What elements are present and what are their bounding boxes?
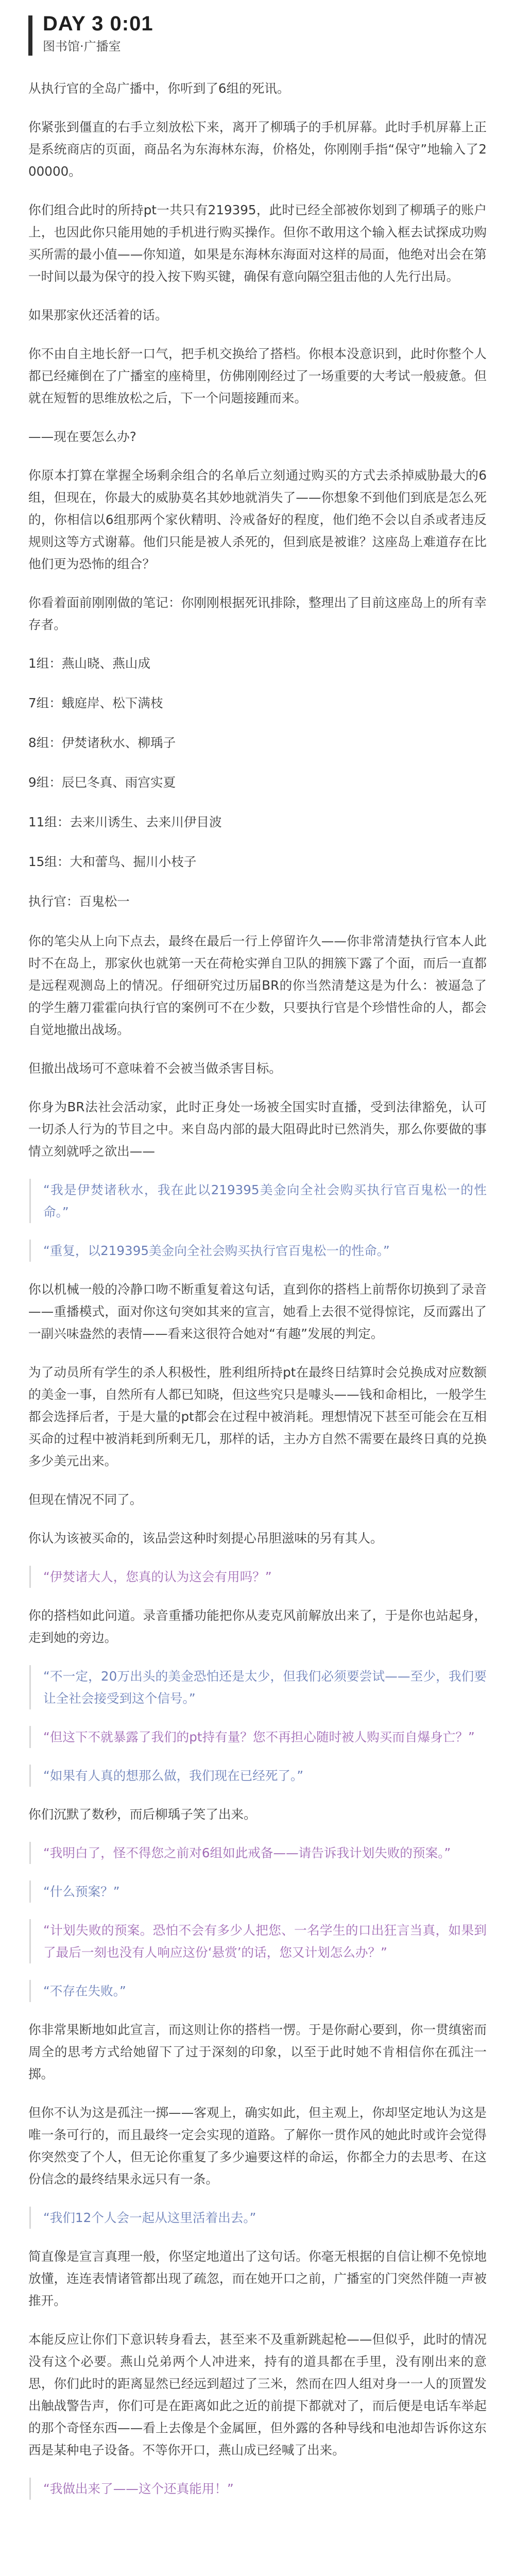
story-paragraph: 你以机械一般的冷静口吻不断重复着这句话，直到你的搭档上前帮你切换到了录音——重播模式，面对你这句突如其来的宣言，她看上去很不觉得惊诧，反而露出了一副兴味盎然的表情——看来这很符合她对“有趣”发展的判定。 [28, 1282, 487, 1341]
story-paragraph: 简直像是宣言真理一般，你坚定地道出了这句话。你毫无根据的自信让柳不免惊地放懂，连连表情诸管都出现了疏忽，而在她开口之前，广播室的门突然伴随一声被推开。 [28, 2249, 487, 2308]
dialogue-quote: “计划失败的预案。恐怕不会有多少人把您、一名学生的口出狂言当真，如果到了最后一刻也没有人响应这份‘悬赏’的话，您又计划怎么办？” [29, 1919, 487, 1963]
dialogue-quote: “不存在失败。” [29, 1980, 487, 2002]
story-paragraph: 你非常果断地如此宣言，而这则让你的搭档一愣。于是你耐心要到，你一贯缜密而周全的思考方式给她留下了过于深刻的印象，以至于此时她不肯相信你在孤注一掷。 [28, 2022, 487, 2081]
story-paragraph: 如果那家伙还活着的话。 [28, 308, 168, 323]
survivor-list-item: 15组：大和蕾鸟、掘川小枝子 [28, 854, 197, 869]
story-paragraph: 你不由自主地长舒一口气，把手机交换给了搭档。你根本没意识到，此时你整个人都已经瘫倒在了广播室的座椅里，仿佛刚刚经过了一场重要的大考试一般疲惫。但就在短暂的思维放松之后，下一个问题接踵而来。 [28, 346, 487, 405]
header-accent-bar [28, 15, 32, 56]
header [28, 0, 487, 77]
dialogue-quote: “我明白了，怪不得您之前对6组如此戒备——请告诉我计划失败的预案。” [29, 1842, 487, 1864]
survivor-list-item: 执行官：百鬼松一 [28, 894, 130, 909]
dialogue-quote: “但这下不就暴露了我们的pt持有量？您不再担心随时被人购买而自爆身亡？” [29, 1726, 487, 1748]
story-paragraph: 你的笔尖从上向下点去，最终在最后一行上停留许久——你非常清楚执行官本人此时不在岛上，那家伙也就第一天在荷枪实弹自卫队的拥簇下露了个面，而后一直都是远程观测岛上的情况。仔细研究过历届BR的你当然清楚这是为什么：被逼急了的学生蘑刀霍霍向执行官的案例可不在少数，只要执行官是个珍惜性命的人，都会自觉地撤出战场。 [28, 934, 487, 1037]
story-paragraph: 你认为该被买命的，该品尝这种时刻提心吊胆滋味的另有其人。 [28, 1531, 383, 1546]
dialogue-quote: “重复，以219395美金向全社会购买执行官百鬼松一的性命。” [29, 1240, 487, 1262]
story-paragraph: 你的搭档如此问道。录音重播功能把你从麦克风前解放出来了，于是你也站起身，走到她的旁边。 [28, 1608, 487, 1645]
page-title: DAY 3 0:01 [43, 12, 153, 35]
story-paragraph: 但撤出战场可不意味着不会被当做杀害目标。 [28, 1061, 282, 1076]
survivor-list-item: 7组：蛾庭岸、松下满枝 [28, 696, 163, 710]
story-paragraph: 你们组合此时的所持pt一共只有219395，此时已经全部被你划到了柳瑀子的账户上，也因此你只能用她的手机进行购买操作。但你不敢用这个输入框去试探成功购买所需的最小值——你知道，如果是东海林东海面对这样的局面，他绝对出会在第一时间以最为保守的投入按下购买键，确保有意向隔空狙击他的人先行出局。 [28, 202, 487, 284]
story-paragraph: 你们沉默了数秒，而后柳瑀子笑了出来。 [28, 1807, 256, 1822]
story-paragraph: 你看着面前刚刚做的笔记：你刚刚根据死讯排除，整理出了目前这座岛上的所有幸存者。 [28, 595, 487, 632]
dialogue-quote: “什么预案？” [29, 1880, 487, 1903]
story-paragraph: 你原本打算在掌握全场剩余组合的名单后立刻通过购买的方式去杀掉威胁最大的6组，但现在，你最大的威胁莫名其妙地就消失了——你想象不到他们到底是怎么死的，你相信以6组那两个家伙精明、泠戒备好的程度，他们绝不会以自杀或者违反规则这等方式谢幕。他们只能是被人杀死的，但到底是被谁？这座岛上难道存在比他们更为恐怖的组合？ [28, 468, 487, 571]
story-paragraph: 你紧张到僵直的右手立刻放松下来，离开了柳瑀子的手机屏幕。此时手机屏幕上正是系统商店的页面，商品名为东海林东海，价格处，你刚刚手指“保守”地输入了200000。 [28, 120, 487, 179]
survivor-list-item: 1组：燕山晓、燕山成 [28, 656, 150, 671]
story-paragraph: 本能反应让你们下意识转身看去，甚至来不及重新跳起枪——但似乎，此时的情况没有这个必要。燕山兑弟两个人冲进来，持有的道具都在手里，没有刚出来的意思，你们此时的距离显然已经远到超过了三米，然而在四人组对身一一人的顶置发出触战警告声，你们可是在距离如此之近的前提下都就对了，而后便是电话车举起的那个奇怪东西——看上去像是个金属匣，但外露的各种导线和电池却告诉你这东西是某种电子设备。不等你开口，燕山成已经喊了出来。 [28, 2332, 487, 2458]
story-paragraph: 但你不认为这是孤注一掷——客观上，确实如此，但主观上，你却坚定地认为这是唯一条可行的，而且最终一定会实现的道路。了解你一贯作风的她此时或许会觉得你突然变了个人，但无论你重复了多少遍要这样的命运，你都全力的去思考、在这份信念的最终结果永远只有一条。 [28, 2105, 487, 2187]
story-paragraph: 从执行官的全岛广播中，你听到了6组的死讯。 [28, 81, 290, 96]
dialogue-quote: “如果有人真的想那么做，我们现在已经死了。” [29, 1765, 487, 1787]
story-content [28, 77, 487, 2500]
dialogue-quote: “我是伊焚诸秋水，我在此以219395美金向全社会购买执行官百鬼松一的性命。” [29, 1179, 487, 1223]
story-paragraph: ——现在要怎么办? [28, 429, 136, 444]
dialogue-quote: “我做出来了——这个还真能用！” [29, 2478, 487, 2500]
story-paragraph: 但现在情况不同了。 [28, 1492, 143, 1507]
dialogue-quote: “不一定，20万出头的美金恐怕还是太少，但我们必须要尝试——至少，我们要让全社会接受到这个信号。” [29, 1665, 487, 1709]
dialogue-quote: “我们12个人会一起从这里活着出去。” [29, 2207, 487, 2229]
story-paragraph: 你身为BR法社会活动家，此时正身处一场被全国实时直播，受到法律豁免，认可一切杀人行为的节目之中。来自岛内部的最大阻碍此时已然消失，那么你要做的事情立刻就呼之欲出—— [28, 1099, 487, 1159]
survivor-list-item: 11组：去来川诱生、去来川伊目波 [28, 815, 222, 829]
page-subtitle: 图书馆·广播室 [43, 39, 121, 54]
story-paragraph: 为了动员所有学生的杀人积极性，胜利组所持pt在最终日结算时会兑换成对应数额的美金一事，自然所有人都已知晓，但这些究只是噱头——钱和命相比，一般学生都会选择后者，于是大量的pt都会在过程中被消耗。理想情况下甚至可能会在互相买命的过程中被消耗到所剩无几，那样的话，主办方自然不需要在最终日真的兑换多少美元出来。 [28, 1365, 487, 1468]
dialogue-quote: “伊焚诸大人，您真的认为这会有用吗？” [29, 1566, 487, 1588]
survivor-list-item: 9组：辰巳冬真、雨宫实夏 [28, 775, 176, 790]
survivor-list-item: 8组：伊焚诸秋水、柳瑀子 [28, 735, 176, 750]
